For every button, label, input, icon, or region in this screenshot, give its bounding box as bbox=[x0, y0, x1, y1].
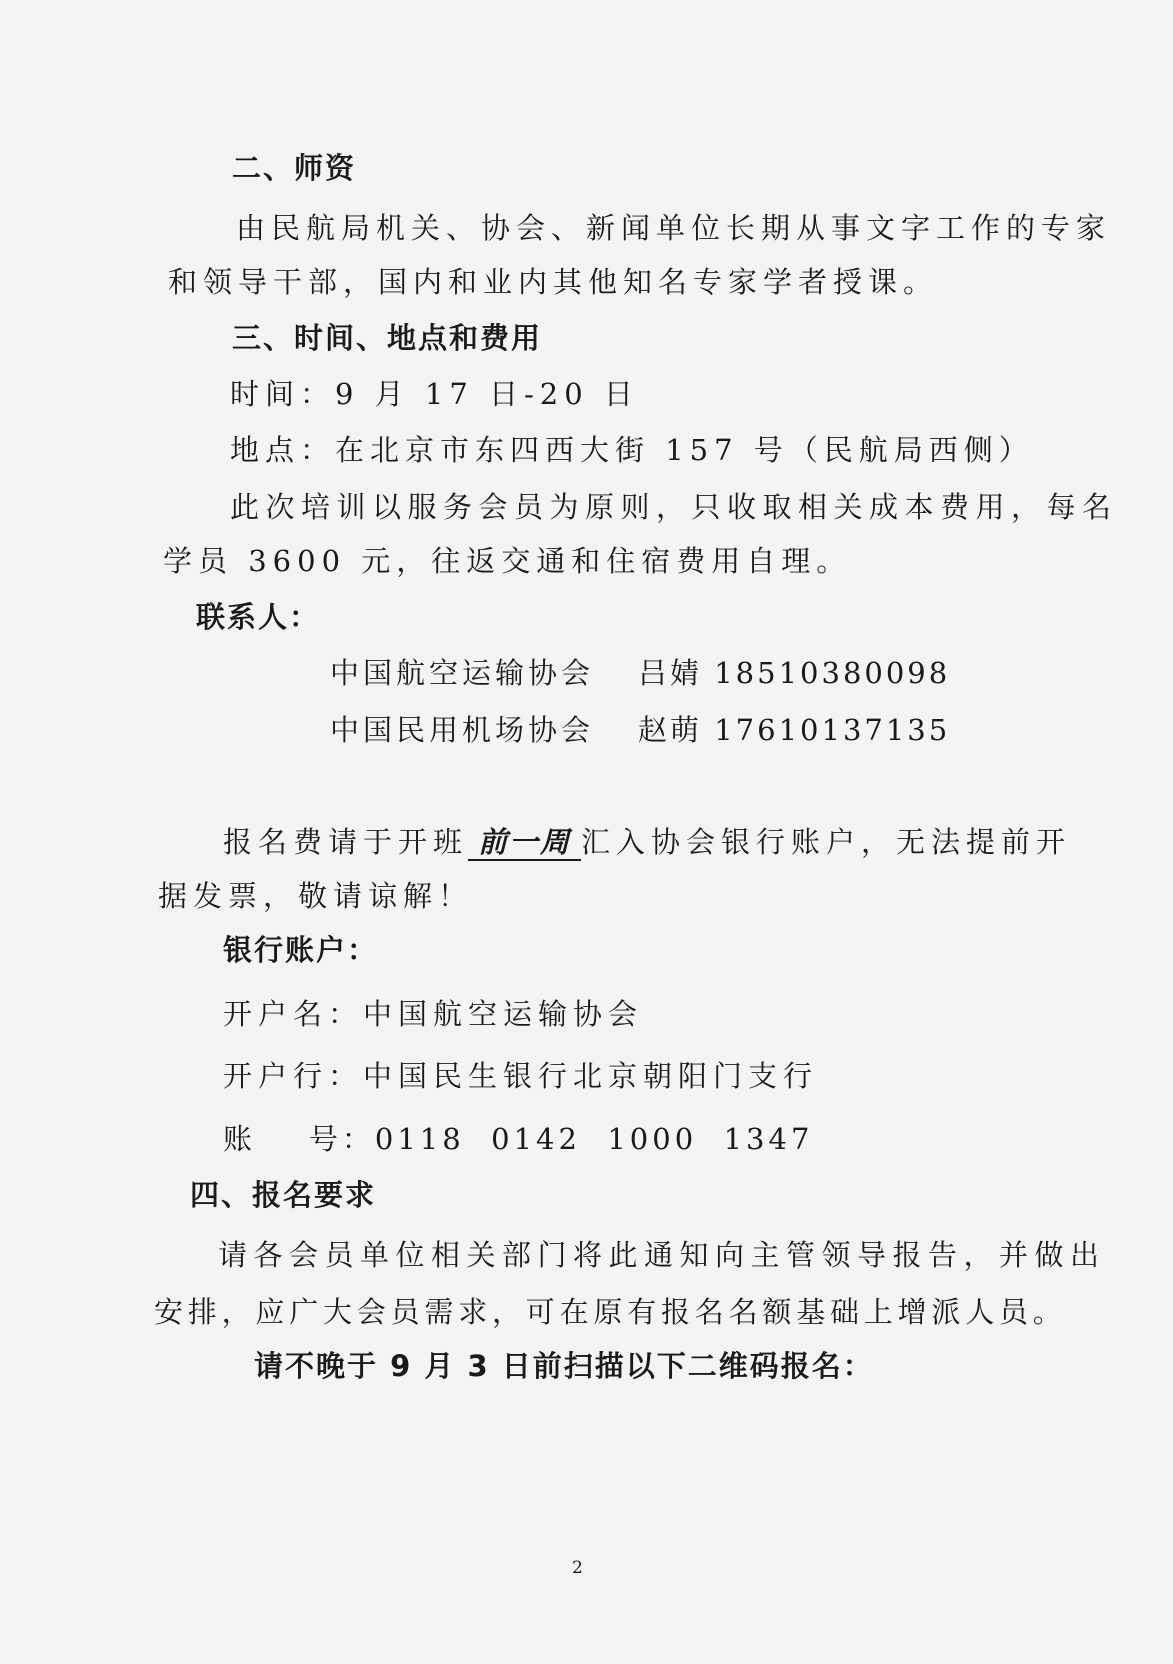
heading-time-place-fee: 三、时间、地点和费用 bbox=[232, 321, 543, 355]
contact-person: 吕婧 18510380098 bbox=[638, 656, 951, 690]
contact-row bbox=[330, 710, 950, 750]
contact-row bbox=[330, 653, 950, 693]
contact-person: 赵萌 17610137135 bbox=[638, 713, 951, 747]
contacts-label: 联系人： bbox=[196, 600, 321, 634]
payment-text-line2: 据发票，敬请谅解！ bbox=[158, 879, 474, 913]
registration-deadline: 请不晚于 9 月 3 日前扫描以下二维码报名： bbox=[254, 1349, 874, 1383]
fee-text-line1: 此次培训以服务会员为原则，只收取相关成本费用，每名 bbox=[230, 490, 1118, 524]
teachers-text-line1: 由民航局机关、协会、新闻单位长期从事文字工作的专家 bbox=[236, 211, 1112, 245]
teachers-text-line2: 和领导干部，国内和业内其他知名专家学者授课。 bbox=[168, 265, 939, 299]
fee-text-line2: 学员 3600 元，往返交通和住宿费用自理。 bbox=[163, 544, 852, 578]
time-text: 时间：9 月 17 日-20 日 bbox=[230, 377, 639, 411]
registration-text-line1: 请各会员单位相关部门将此通知向主管领导报告，并做出 bbox=[218, 1238, 1106, 1272]
place-text: 地点：在北京市东四西大街 157 号（民航局西侧） bbox=[230, 433, 1034, 467]
bank-label: 银行账户： bbox=[223, 933, 379, 967]
payment-text-before: 报名费请于开班 bbox=[223, 825, 469, 859]
bank-branch-name: 开户行：中国民生银行北京朝阳门支行 bbox=[223, 1059, 819, 1093]
heading-teachers: 二、师资 bbox=[232, 151, 357, 185]
contact-org: 中国民用机场协会 bbox=[330, 713, 595, 747]
contact-org: 中国航空运输协会 bbox=[330, 656, 595, 690]
payment-text-after: 汇入协会银行账户，无法提前开 bbox=[581, 825, 1072, 859]
bank-account-number: 账 号：0118 0142 1000 1347 bbox=[223, 1122, 814, 1156]
heading-registration: 四、报名要求 bbox=[190, 1178, 377, 1212]
payment-deadline-underlined: 前一周 bbox=[468, 825, 581, 861]
page-number: 2 bbox=[572, 1558, 583, 1578]
payment-text-line1 bbox=[223, 822, 1071, 862]
registration-text-line2: 安排，应广大会员需求，可在原有报名名额基础上增派人员。 bbox=[154, 1295, 1067, 1329]
bank-account-name: 开户名：中国航空运输协会 bbox=[223, 997, 644, 1031]
